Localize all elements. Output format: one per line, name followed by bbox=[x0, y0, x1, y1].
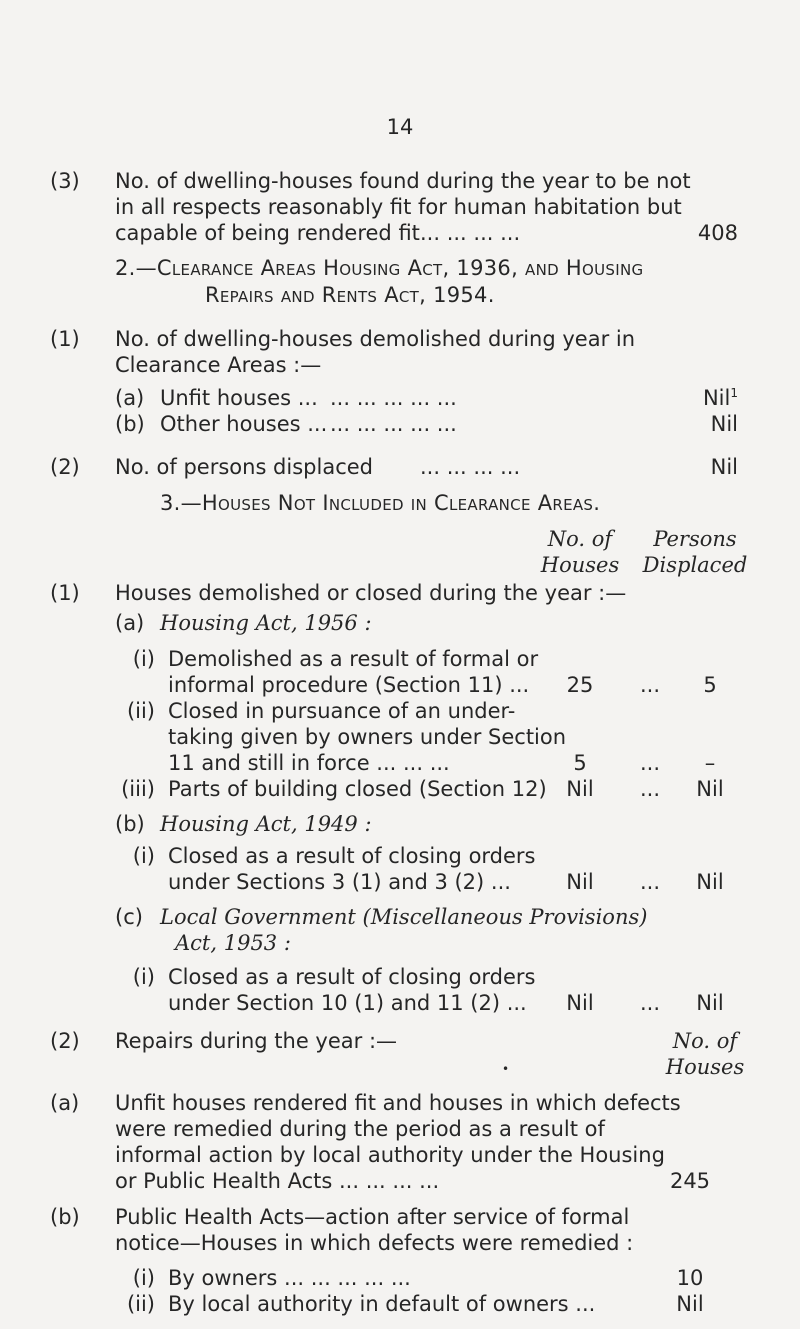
s3-b-title: Housing Act, 1949 : bbox=[160, 812, 372, 836]
s3-a-iii-sep: ... bbox=[639, 777, 661, 801]
s3-a-iii-houses: Nil bbox=[566, 777, 594, 801]
section-2-heading-line-2: Repairs and Rents Act, 1954. bbox=[205, 283, 495, 307]
repairs-column-header-2: Houses bbox=[665, 1055, 745, 1079]
column-header-persons-2: Displaced bbox=[642, 553, 748, 577]
s3-c-label: (c) bbox=[115, 905, 143, 929]
s2-item-1b-label: (b) bbox=[115, 412, 145, 436]
s2-item-1b-value: Nil bbox=[710, 412, 738, 436]
top-item-line-3: capable of being rendered fit bbox=[115, 221, 420, 245]
s2-item-2-number: (2) bbox=[50, 455, 80, 479]
section-2-heading-line-1: 2.—Clearance Areas Housing Act, 1936, and Housing bbox=[115, 256, 644, 280]
s2-item-1a-label: (a) bbox=[115, 386, 145, 410]
s3-a-label: (a) bbox=[115, 611, 145, 635]
footnote-marker: 1 bbox=[730, 386, 738, 400]
repairs-b-i-value: 10 bbox=[676, 1266, 704, 1290]
page-number: 14 bbox=[386, 115, 414, 139]
s3-b-i-number: (i) bbox=[132, 844, 155, 868]
stray-bullet-mark: • bbox=[502, 1062, 510, 1076]
s3-a-iii-persons: Nil bbox=[696, 777, 724, 801]
s3-b-label: (b) bbox=[115, 812, 145, 836]
s3-a-i-sep: ... bbox=[639, 673, 661, 697]
s2-item-2-dots: ... ... ... ... bbox=[420, 455, 521, 479]
s3-item-2-text: Repairs during the year :— bbox=[115, 1029, 398, 1053]
s2-item-1b-dots: ... ... ... ... ... bbox=[330, 412, 457, 436]
s3-c-i-sep: ... bbox=[639, 991, 661, 1015]
s2-item-1a-dots: ... ... ... ... ... bbox=[330, 386, 457, 410]
repairs-a-line-2: were remedied during the period as a result of bbox=[115, 1117, 605, 1141]
s3-item-1-text: Houses demolished or closed during the year :— bbox=[115, 581, 627, 605]
s2-item-1b-text: Other houses ... bbox=[160, 412, 328, 436]
s3-a-i-number: (i) bbox=[132, 647, 155, 671]
s2-item-2-text: No. of persons displaced bbox=[115, 455, 373, 479]
s3-a-iii-number: (iii) bbox=[121, 777, 155, 801]
repairs-a-line-1: Unfit houses rendered fit and houses in which defects bbox=[115, 1091, 681, 1115]
s2-item-1-number: (1) bbox=[50, 327, 80, 351]
s3-c-i-persons: Nil bbox=[696, 991, 724, 1015]
s3-a-ii-persons: – bbox=[704, 751, 716, 775]
s3-item-2-number: (2) bbox=[50, 1029, 80, 1053]
s3-c-i-line-2: under Section 10 (1) and 11 (2) ... bbox=[168, 991, 527, 1015]
repairs-b-i-text: By owners ... ... ... ... ... bbox=[168, 1266, 411, 1290]
repairs-a-value: 245 bbox=[669, 1169, 711, 1193]
s2-item-1a-value: Nil$^1$ bbox=[702, 386, 738, 410]
s3-item-1-number: (1) bbox=[50, 581, 80, 605]
s3-a-ii-houses: 5 bbox=[573, 751, 587, 775]
repairs-b-line-1: Public Health Acts—action after service of formal bbox=[115, 1205, 630, 1229]
s3-a-ii-line-1: Closed in pursuance of an under- bbox=[168, 699, 516, 723]
repairs-a-label: (a) bbox=[50, 1091, 80, 1115]
s3-a-i-persons: 5 bbox=[703, 673, 717, 697]
repairs-b-i-number: (i) bbox=[132, 1266, 155, 1290]
column-header-houses-1: No. of bbox=[547, 527, 613, 551]
s3-a-title: Housing Act, 1956 : bbox=[160, 611, 372, 635]
s3-c-title-line-2: Act, 1953 : bbox=[175, 931, 291, 955]
s3-b-i-persons: Nil bbox=[696, 870, 724, 894]
repairs-b-ii-value: Nil bbox=[676, 1292, 704, 1316]
s2-item-2-value: Nil bbox=[710, 455, 738, 479]
s2-item-1-line-1: No. of dwelling-houses demolished during year in bbox=[115, 327, 636, 351]
s3-c-title-line-1: Local Government (Miscellaneous Provisions) bbox=[160, 905, 648, 929]
s3-b-i-line-2: under Sections 3 (1) and 3 (2) ... bbox=[168, 870, 511, 894]
s3-a-i-line-1: Demolished as a result of formal or bbox=[168, 647, 539, 671]
repairs-b-ii-text: By local authority in default of owners ... bbox=[168, 1292, 596, 1316]
s3-a-i-houses: 25 bbox=[566, 673, 594, 697]
column-header-houses-2: Houses bbox=[540, 553, 620, 577]
top-item-line-1: No. of dwelling-houses found during the year to be not bbox=[115, 169, 691, 193]
s3-c-i-line-1: Closed as a result of closing orders bbox=[168, 965, 536, 989]
s3-a-ii-line-3: 11 and still in force ... ... ... bbox=[168, 751, 450, 775]
s2-item-1a-text: Unfit houses ... bbox=[160, 386, 318, 410]
top-item-line-2: in all respects reasonably fit for human habitation but bbox=[115, 195, 682, 219]
s2-item-1-line-2: Clearance Areas :— bbox=[115, 353, 322, 377]
repairs-column-header-1: No. of bbox=[672, 1029, 738, 1053]
column-header-persons-1: Persons bbox=[653, 527, 737, 551]
top-item-dots: ... ... ... ... bbox=[420, 221, 521, 245]
repairs-b-line-2: notice—Houses in which defects were remedied : bbox=[115, 1231, 634, 1255]
s3-a-ii-sep: ... bbox=[639, 751, 661, 775]
s3-b-i-line-1: Closed as a result of closing orders bbox=[168, 844, 536, 868]
s3-b-i-houses: Nil bbox=[566, 870, 594, 894]
s3-a-ii-number: (ii) bbox=[126, 699, 155, 723]
s3-b-i-sep: ... bbox=[639, 870, 661, 894]
s3-c-i-number: (i) bbox=[132, 965, 155, 989]
top-item-number: (3) bbox=[50, 169, 80, 193]
section-3-heading: 3.—Houses Not Included in Clearance Areas. bbox=[160, 491, 601, 515]
repairs-a-line-3: informal action by local authority under the Housing bbox=[115, 1143, 665, 1167]
s3-a-i-line-2: informal procedure (Section 11) ... bbox=[168, 673, 530, 697]
repairs-b-ii-number: (ii) bbox=[126, 1292, 155, 1316]
repairs-a-line-4: or Public Health Acts ... ... ... ... bbox=[115, 1169, 440, 1193]
s3-c-i-houses: Nil bbox=[566, 991, 594, 1015]
repairs-b-label: (b) bbox=[50, 1205, 80, 1229]
top-item-value: 408 bbox=[697, 221, 738, 245]
s3-a-ii-line-2: taking given by owners under Section bbox=[168, 725, 567, 749]
s3-a-iii-text: Parts of building closed (Section 12) bbox=[168, 777, 547, 801]
